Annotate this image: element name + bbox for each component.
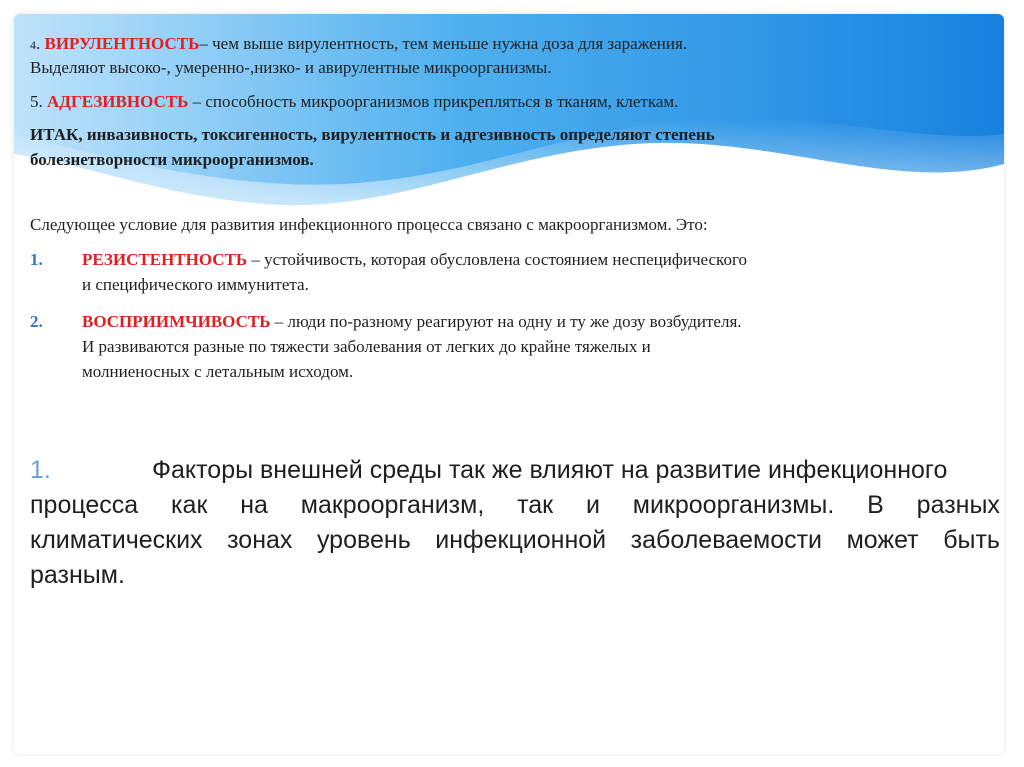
factors-number: 1. (30, 456, 51, 484)
item-susceptibility: ВОСПРИИМЧИВОСТЬ – люди по-разному реагируют на одну и ту же дозу возбудителя. (82, 312, 742, 331)
factors-line2: процесса как на макроорганизм, так и микроорганизмы. В разных (30, 491, 1000, 519)
factors-line4: разным. (30, 561, 125, 589)
list-number-1: 1. (30, 250, 43, 269)
slide-content (14, 14, 1004, 754)
term-adhesiveness: АДГЕЗИВНОСТЬ (47, 92, 189, 111)
term-virulence: ВИРУЛЕНТНОСТЬ (44, 34, 200, 53)
factors-line1: Факторы внешней среды так же влияют на развитие инфекционного (152, 456, 948, 484)
item-adhesiveness: 5. АДГЕЗИВНОСТЬ – способность микроорганизмов прикрепляться в тканям, клеткам. (30, 92, 679, 111)
virulence-line2: Выделяют высоко-, умеренно-,низко- и авирулентные микроорганизмы. (30, 58, 552, 77)
slide (14, 14, 1004, 754)
item-resistance: РЕЗИСТЕНТНОСТЬ – устойчивость, которая обусловлена состоянием неспецифического (82, 250, 747, 269)
item-virulence: 4. ВИРУЛЕНТНОСТЬ– чем выше вирулентность, тем меньше нужна доза для заражения. (30, 34, 688, 53)
summary-line2: болезнетворности микроорганизмов. (30, 150, 314, 169)
term-resistance: РЕЗИСТЕНТНОСТЬ (82, 250, 248, 269)
term-susceptibility: ВОСПРИИМЧИВОСТЬ (82, 312, 271, 331)
summary-line1: ИТАК, инвазивность, токсигенность, вирулентность и адгезивность определяют степень (30, 125, 715, 144)
factors-line3: климатических зонах уровень инфекционной заболеваемости может быть (30, 526, 1000, 554)
list-number-2: 2. (30, 312, 43, 331)
susceptibility-line3: молниеносных с летальным исходом. (82, 362, 354, 381)
resistance-line2: и специфического иммунитета. (82, 275, 309, 294)
intro-text: Следующее условие для развития инфекционного процесса связано с макроорганизмом. Это: (30, 215, 708, 234)
susceptibility-line2: И развиваются разные по тяжести заболевания от легких до крайне тяжелых и (82, 337, 651, 356)
